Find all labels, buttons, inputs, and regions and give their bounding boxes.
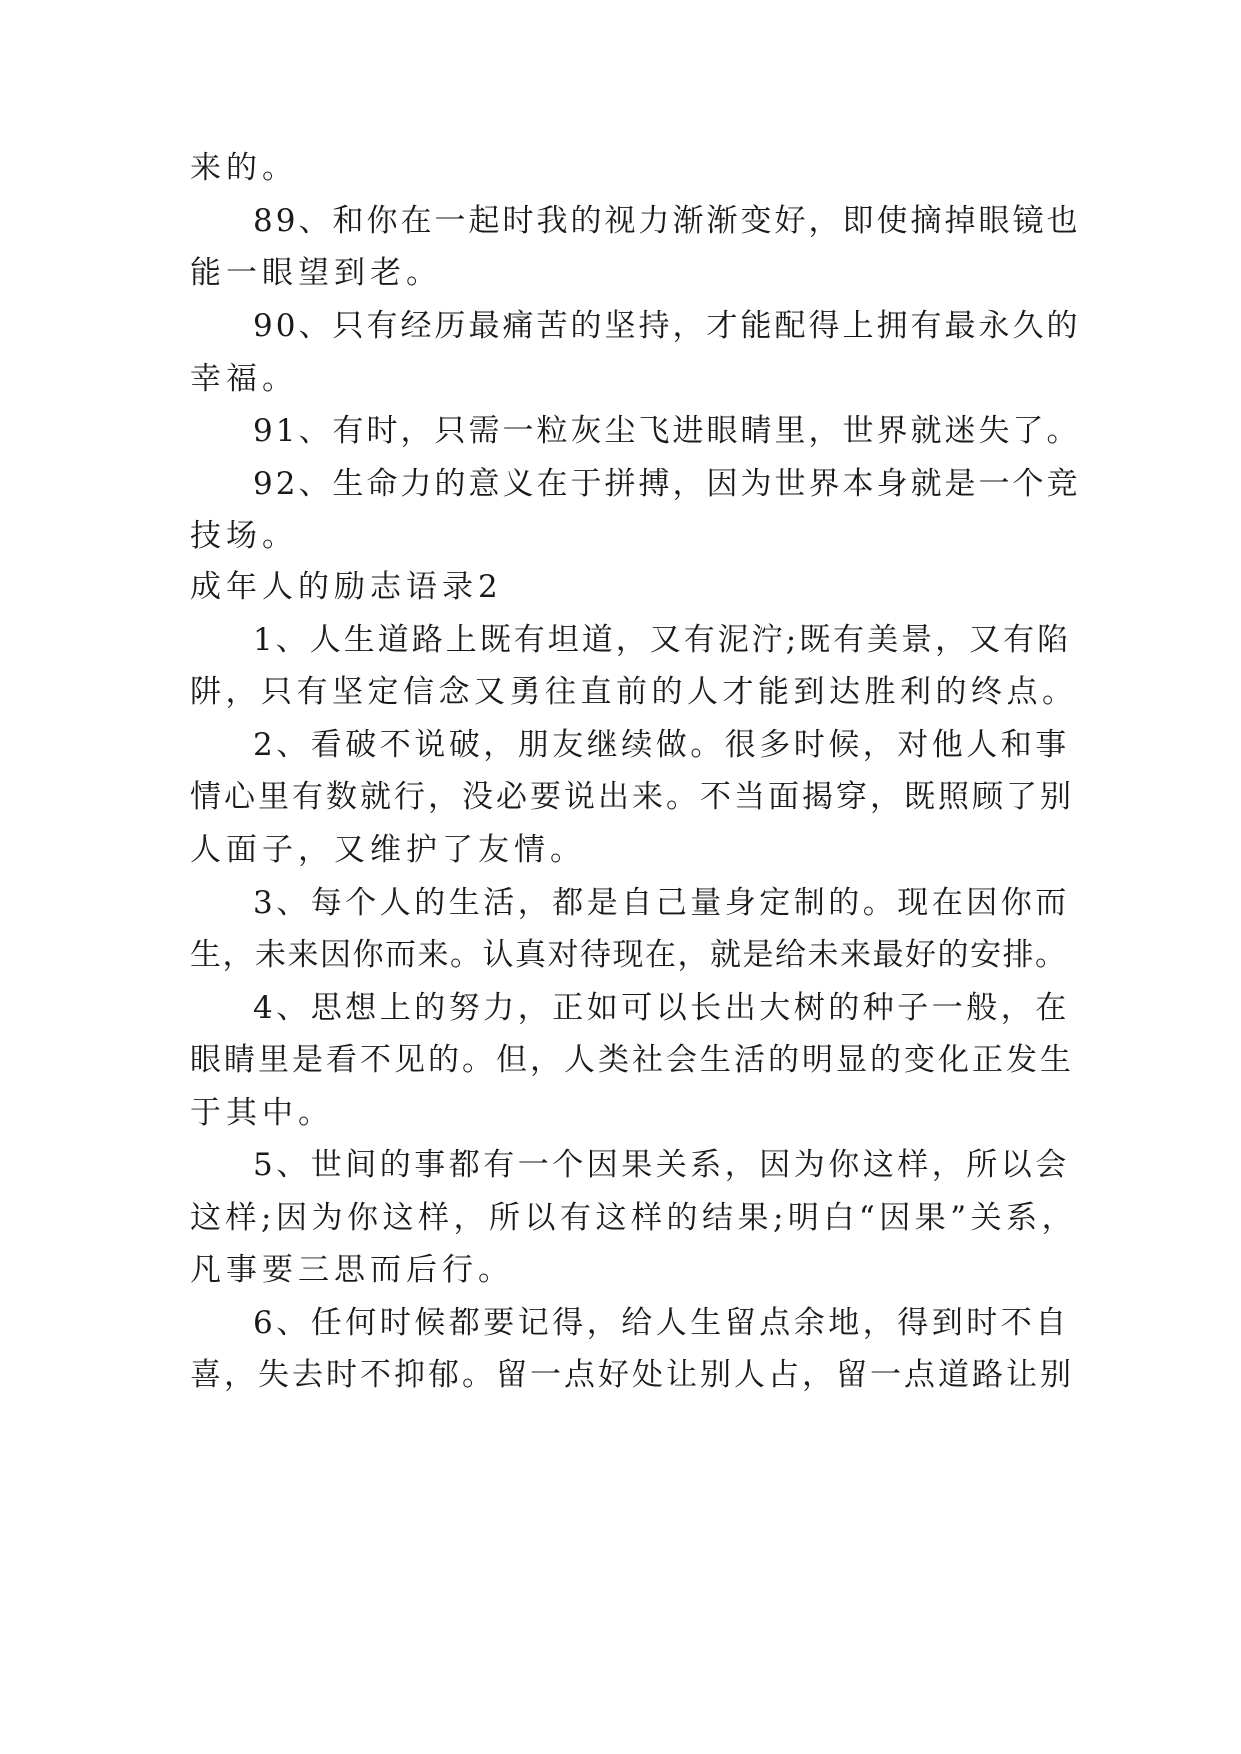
text-line: 1、人生道路上既有坦道，又有泥泞;既有美景，又有陷 [253,622,1072,658]
text-line: 情心里有数就行，没必要说出来。不当面揭穿，既照顾了别 [190,779,1074,815]
text-line: 3、每个人的生活，都是自己量身定制的。现在因你而 [253,885,1070,921]
text-line: 喜，失去时不抑郁。留一点好处让别人占，留一点道路让别 [190,1357,1074,1393]
text-line: 91、有时，只需一粒灰尘飞进眼睛里，世界就迷失了。 [253,413,1081,449]
text-line: 阱，只有坚定信念又勇往直前的人才能到达胜利的终点。 [190,674,1078,710]
text-line: 2、看破不说破，朋友继续做。很多时候，对他人和事 [253,727,1070,763]
text-line: 人面子，又维护了友情。 [190,832,586,868]
text-line: 6、任何时候都要记得，给人生留点余地，得到时不自 [253,1305,1070,1341]
text-line: 能一眼望到老。 [190,255,442,291]
text-line: 技场。 [190,518,298,554]
text-line: 4、思想上的努力，正如可以长出大树的种子一般，在 [253,990,1070,1026]
text-line: 89、和你在一起时我的视力渐渐变好，即使摘掉眼镜也 [253,203,1081,239]
text-line: 来的。 [190,150,298,186]
section-heading: 成年人的励志语录2 [190,569,503,605]
text-line: 眼睛里是看不见的。但，人类社会生活的明显的变化正发生 [190,1042,1074,1078]
text-line: 5、世间的事都有一个因果关系，因为你这样，所以会 [253,1147,1070,1183]
text-line: 90、只有经历最痛苦的坚持，才能配得上拥有最永久的 [253,308,1081,344]
text-line: 这样;因为你这样，所以有这样的结果;明白“因果”关系， [190,1200,1078,1236]
text-line: 92、生命力的意义在于拼搏，因为世界本身就是一个竞 [253,466,1081,502]
text-line: 凡事要三思而后行。 [190,1252,514,1288]
text-line: 于其中。 [190,1095,334,1131]
text-line: 幸福。 [190,361,298,397]
text-line: 生，未来因你而来。认真对待现在，就是给未来最好的安排。 [190,937,1068,973]
